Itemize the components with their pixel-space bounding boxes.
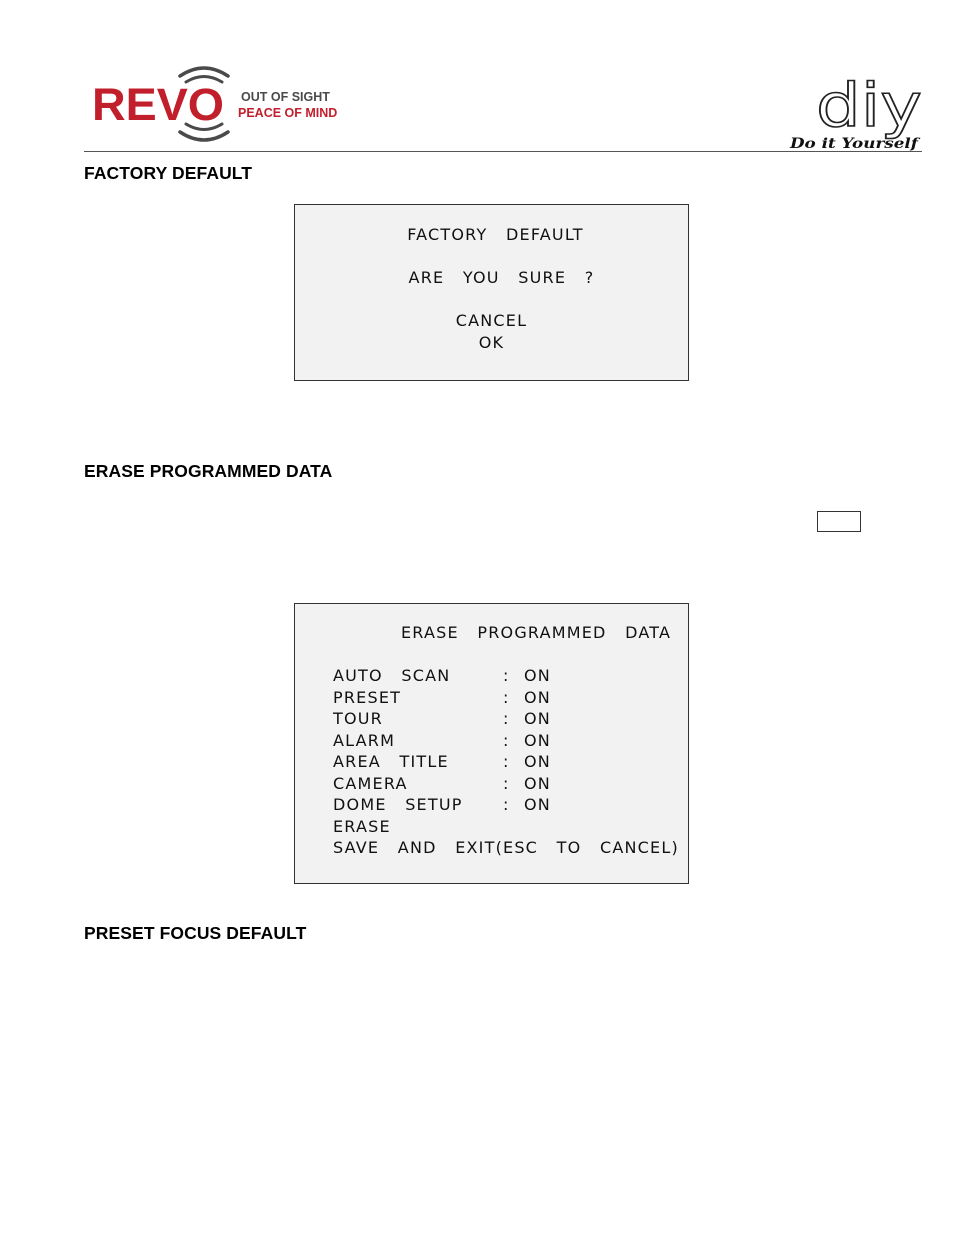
erase-item-label: AREA TITLE <box>333 752 449 771</box>
diy-logo <box>786 74 926 154</box>
revo-tagline-1: OUT OF SIGHT <box>241 90 330 104</box>
empty-box <box>817 511 861 532</box>
factory-default-cancel-option[interactable]: CANCEL <box>455 311 528 330</box>
erase-item-value[interactable]: ON <box>524 773 551 793</box>
erase-item-value[interactable]: ON <box>524 709 551 728</box>
erase-item-value[interactable]: ON <box>524 752 551 771</box>
erase-item-row[interactable] <box>295 752 688 772</box>
erase-item-label: AUTO SCAN <box>333 666 451 685</box>
erase-item-value[interactable]: ON <box>524 795 551 814</box>
erase-item-separator: : <box>503 773 510 793</box>
erase-item-label: CAMERA <box>333 773 408 793</box>
erase-item-row[interactable] <box>295 666 688 686</box>
erase-item-value[interactable]: ON <box>524 666 551 685</box>
erase-item-separator: : <box>503 687 510 707</box>
section-heading-preset-focus-default: PRESET FOCUS DEFAULT <box>84 923 307 943</box>
factory-default-question: ARE YOU SURE ? <box>408 268 595 287</box>
erase-item-label: ALARM <box>333 730 396 750</box>
erase-item-row[interactable] <box>295 709 688 729</box>
erase-item-label: DOME SETUP <box>333 795 463 814</box>
erase-item-row[interactable] <box>295 795 688 815</box>
erase-item-separator: : <box>503 730 510 750</box>
factory-default-osd-panel <box>294 204 689 381</box>
erase-panel-title: ERASE PROGRAMMED DATA <box>401 623 672 642</box>
diy-wordmark: diy <box>816 74 922 141</box>
factory-default-ok-option[interactable]: OK <box>478 333 505 352</box>
header-divider <box>84 151 922 152</box>
erase-item-separator: : <box>503 666 510 685</box>
erase-item-value[interactable]: ON <box>524 687 551 707</box>
diy-tagline: Do it Yourself <box>788 136 922 152</box>
erase-option[interactable]: ERASE <box>333 817 391 836</box>
diy-logo-graphic <box>786 74 926 154</box>
erase-item-separator: : <box>503 709 510 728</box>
revo-logo-graphic <box>92 62 352 148</box>
erase-item-separator: : <box>503 752 510 771</box>
erase-programmed-data-osd-panel <box>294 603 689 884</box>
erase-item-row[interactable] <box>295 731 688 751</box>
factory-default-title: FACTORY DEFAULT <box>407 225 584 244</box>
revo-wordmark: REVO <box>92 79 224 130</box>
erase-item-row[interactable] <box>295 688 688 708</box>
erase-item-separator: : <box>503 795 510 814</box>
revo-logo <box>92 62 352 148</box>
erase-item-label: TOUR <box>333 709 383 728</box>
erase-item-value[interactable]: ON <box>524 730 551 750</box>
save-and-exit-option[interactable]: SAVE AND EXIT(ESC TO CANCEL) <box>333 838 679 857</box>
erase-item-label: PRESET <box>333 687 402 707</box>
revo-tagline-2: PEACE OF MIND <box>238 106 338 120</box>
erase-item-row[interactable] <box>295 774 688 794</box>
section-heading-factory-default: FACTORY DEFAULT <box>84 163 253 183</box>
section-heading-erase-programmed-data: ERASE PROGRAMMED DATA <box>84 461 333 481</box>
